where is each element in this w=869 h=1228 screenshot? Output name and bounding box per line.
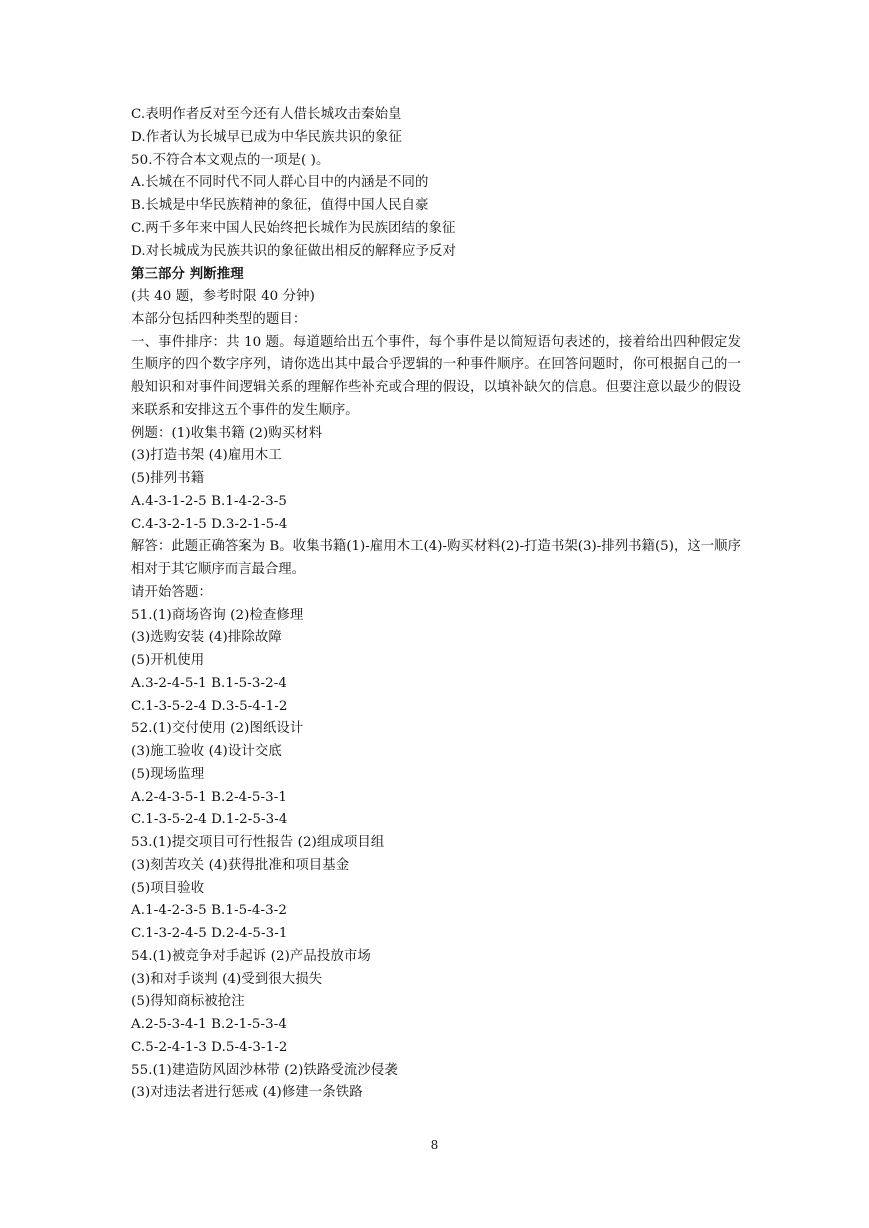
page-content <box>131 104 741 1105</box>
q53-options-cd: C.1-3-2-4-5 D.2-4-5-3-1 <box>131 926 288 941</box>
q49-option-d: D.作者认为长城早已成为中华民族共识的象征 <box>131 129 403 145</box>
q52-line-2: (3)施工验收 (4)设计交底 <box>131 744 282 759</box>
example-line-3: (5)排列书籍 <box>131 471 205 486</box>
section-title: 第三部分 判断推理 <box>131 266 244 283</box>
q50-option-d: D.对长城成为民族共识的象征做出相反的解释应予反对 <box>131 243 456 259</box>
example-options-ab: A.4-3-1-2-5 B.1-4-2-3-5 <box>131 493 287 509</box>
q54-line-2: (3)和对手谈判 (4)受到很大损失 <box>131 971 323 987</box>
q51-options-ab: A.3-2-4-5-1 B.1-5-3-2-4 <box>131 675 287 691</box>
example-line-2: (3)打造书架 (4)雇用木工 <box>131 448 282 464</box>
q53-options-ab: A.1-4-2-3-5 B.1-5-4-3-2 <box>131 903 287 919</box>
q51-line-1: 51.(1)商场咨询 (2)检查修理 <box>131 607 304 623</box>
example-line-1: 例题：(1)收集书籍 (2)购买材料 <box>131 425 323 441</box>
start-prompt: 请开始答题： <box>131 584 212 600</box>
q52-options-cd: C.1-3-5-2-4 D.1-2-5-3-4 <box>131 812 288 828</box>
q50-stem: 50.不符合本文观点的一项是( )。 <box>131 152 330 168</box>
section-note: (共 40 题，参考时限 40 分钟) <box>131 289 315 304</box>
q50-option-b: B.长城是中华民族精神的象征，值得中国人民自豪 <box>131 198 429 213</box>
q54-options-cd: C.5-2-4-1-3 D.5-4-3-1-2 <box>131 1039 288 1055</box>
q52-line-1: 52.(1)交付使用 (2)图纸设计 <box>131 721 304 737</box>
example-options-cd: C.4-3-2-1-5 D.3-2-1-5-4 <box>131 516 288 532</box>
q54-line-3: (5)得知商标被抢注 <box>131 994 245 1010</box>
q54-options-ab: A.2-5-3-4-1 B.2-1-5-3-4 <box>131 1017 287 1032</box>
q54-line-1: 54.(1)被竞争对手起诉 (2)产品投放市场 <box>131 948 371 964</box>
example-answer: 解答：此题正确答案为 B。收集书籍(1)-雇用木工(4)-购买材料(2)-打造书架(3)-排列书籍(5)，这一顺序相对于其它顺序而言最合理。 <box>131 539 741 577</box>
q50-option-c: C.两千多年来中国人民始终把长城作为民族团结的象征 <box>131 220 456 236</box>
q50-option-a: A.长城在不同时代不同人群心目中的内涵是不同的 <box>131 175 429 191</box>
q52-line-3: (5)现场监理 <box>131 766 205 782</box>
q51-line-2: (3)选购安装 (4)排除故障 <box>131 630 282 646</box>
q53-line-2: (3)刻苦攻关 (4)获得批准和项目基金 <box>131 857 350 873</box>
q51-line-3: (5)开机使用 <box>131 653 205 668</box>
q53-line-3: (5)项目验收 <box>131 880 205 896</box>
q55-line-2: (3)对违法者进行惩戒 (4)修建一条铁路 <box>131 1085 363 1101</box>
q51-options-cd: C.1-3-5-2-4 D.3-5-4-1-2 <box>131 698 288 714</box>
q55-line-1: 55.(1)建造防风固沙林带 (2)铁路受流沙侵袭 <box>131 1062 398 1078</box>
type1-description: 一、事件排序：共 10 题。每道题给出五个事件，每个事件是以简短语句表述的，接着给出四种假定发生顺序的四个数字序列，请你选出其中最合乎逻辑的一种事件顺序。在回答问题时，你可根据自己的一般知识和对事件间逻辑关系的理解作些补充或合理的假设，以填补缺欠的信息。但要注意以最少的假设来联系和安排这五个事件的发生顺序。 <box>131 334 741 418</box>
q49-option-c: C.表明作者反对至今还有人借长城攻击秦始皇 <box>131 107 402 122</box>
section-intro: 本部分包括四种类型的题目： <box>131 311 307 327</box>
page-number: 8 <box>430 1138 439 1152</box>
q53-line-1: 53.(1)提交项目可行性报告 (2)组成项目组 <box>131 835 385 850</box>
q52-options-ab: A.2-4-3-5-1 B.2-4-5-3-1 <box>131 789 287 805</box>
